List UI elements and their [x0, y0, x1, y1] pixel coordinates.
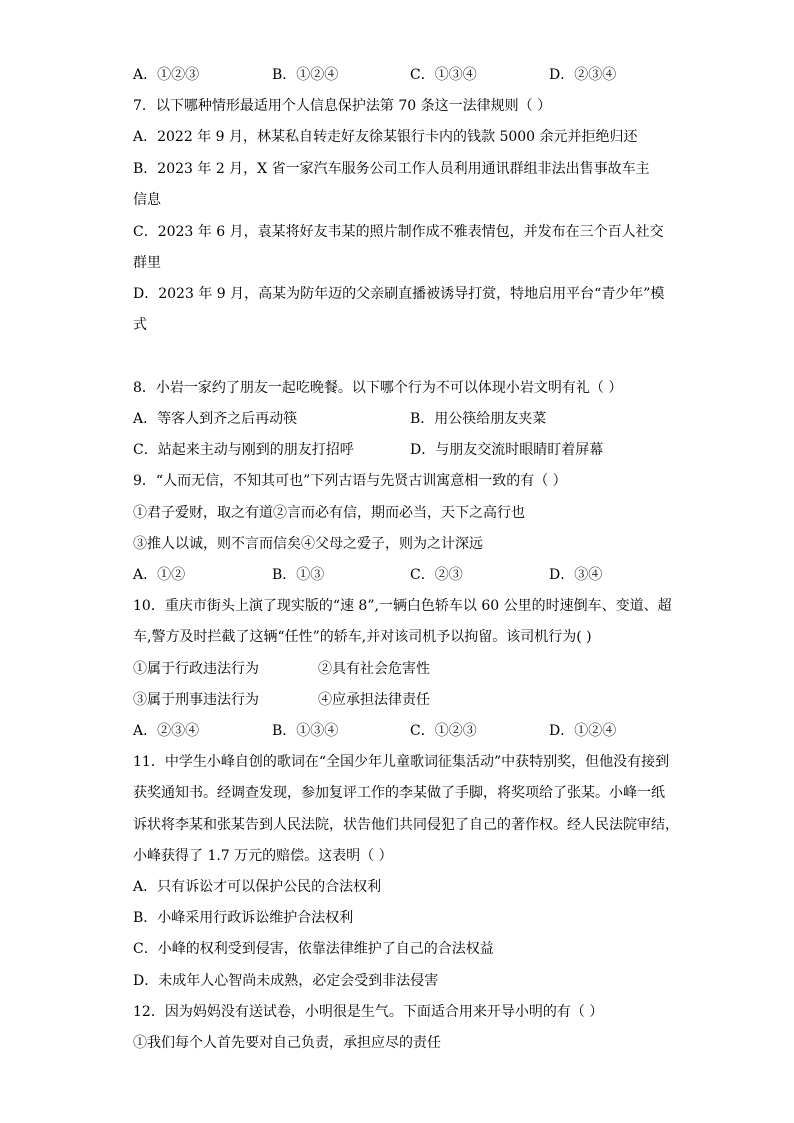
q7-option-b-line1: B．2023 年 2 月，X 省一家汽车服务公司工作人员利用通讯群组非法出售事故车主	[133, 161, 650, 177]
q9-options	[133, 563, 673, 587]
option-a: A．①②③	[133, 67, 200, 83]
q10-statements-row1	[133, 657, 673, 681]
option-b: B．用公筷给朋友夹菜	[410, 411, 547, 427]
statement-1: ①属于行政违法行为	[133, 661, 259, 677]
q11-option-a: A．只有诉讼才可以保护公民的合法权利	[133, 879, 382, 895]
option-d: D．①②④	[549, 723, 617, 739]
option-d: D．与朋友交流时眼睛盯着屏幕	[410, 442, 604, 458]
option-d: D．②③④	[549, 67, 617, 83]
q7-option-a: A．2022 年 9 月，林某私自转走好友徐某银行卡内的钱款 5000 余元并拒绝归还	[133, 129, 638, 145]
q6-options	[133, 63, 673, 87]
q9-stem: 9．“人而无信，不知其可也”下列古语与先贤古训寓意相一致的有（ ）	[133, 473, 567, 489]
q11-stem-line3: 诉状将李某和张某告到人民法院，状告他们共同侵犯了自己的著作权。经人民法院审结，	[133, 817, 679, 833]
statement-3: ③属于刑事违法行为	[133, 692, 259, 708]
option-a: A．①②	[133, 567, 186, 583]
option-c: C．①②③	[410, 723, 477, 739]
q7-option-d-line1: D．2023 年 9 月，高某为防年迈的父亲刷直播被诱导打赏，特地启用平台“青少年”模	[133, 286, 665, 302]
q11-option-b: B．小峰采用行政诉讼维护合法权利	[133, 910, 354, 926]
q11-stem-line4: 小峰获得了 1.7 万元的赔偿。这表明（ ）	[133, 848, 393, 864]
q11-option-d: D．未成年人心智尚未成熟，必定会受到非法侵害	[133, 973, 439, 989]
option-c: C．②③	[410, 567, 463, 583]
q12-stem: 12．因为妈妈没有送试卷，小明很是生气。下面适合用来开导小明的有（ ）	[133, 1004, 604, 1020]
q10-options	[133, 719, 673, 743]
q8-stem: 8．小岩一家约了朋友一起吃晚餐。以下哪个行为不可以体现小岩文明有礼（ ）	[133, 380, 623, 396]
statement-4: ④应承担法律责任	[318, 692, 430, 708]
q10-stem-line2: 车,警方及时拦截了这辆“任性”的轿车,并对该司机予以拘留。该司机行为( )	[133, 629, 592, 645]
q7-option-d-line2: 式	[133, 317, 147, 333]
option-b: B．①③④	[272, 723, 339, 739]
option-b: B．①③	[272, 567, 325, 583]
q11-stem-line1: 11．中学生小峰自创的歌词在“全国少年儿童歌词征集活动”中获特别奖，但他没有接到	[133, 754, 670, 770]
q12-statement-1: ①我们每个人首先要对自己负责，承担应尽的责任	[133, 1035, 441, 1051]
q8-options-row2	[133, 438, 673, 462]
q10-stem-line1: 10．重庆市街头上演了现实版的“速 8”,一辆白色轿车以 60 公里的时速倒车、变道、超	[133, 598, 672, 614]
q7-option-c-line2: 群里	[133, 255, 161, 271]
q10-statements-row2	[133, 688, 673, 712]
q11-option-c: C．小峰的权利受到侵害，依靠法律维护了自己的合法权益	[133, 941, 494, 957]
option-b: B．①②④	[272, 67, 339, 83]
q11-stem-line2: 获奖通知书。经调查发现，参加复评工作的李某做了手脚，将奖项给了张某。小峰一纸	[133, 785, 665, 801]
q7-stem: 7．以下哪种情形最适用个人信息保护法第 70 条这一法律规则（ ）	[133, 98, 552, 114]
q7-option-b-line2: 信息	[133, 192, 161, 208]
option-a: A．②③④	[133, 723, 200, 739]
q9-statements-1: ①君子爱财，取之有道②言而必有信，期而必当，天下之高行也	[133, 505, 525, 521]
q8-options-row1	[133, 407, 673, 431]
option-c: C．站起来主动与刚到的朋友打招呼	[133, 442, 354, 458]
q7-option-c-line1: C．2023 年 6 月，袁某将好友韦某的照片制作成不雅表情包，并发布在三个百人社交	[133, 224, 664, 240]
option-a: A．等客人到齐之后再动筷	[133, 411, 298, 427]
statement-2: ②具有社会危害性	[318, 661, 430, 677]
q9-statements-2: ③推人以诚，则不言而信矣④父母之爱子，则为之计深远	[133, 536, 483, 552]
option-d: D．③④	[549, 567, 603, 583]
option-c: C．①③④	[410, 67, 477, 83]
